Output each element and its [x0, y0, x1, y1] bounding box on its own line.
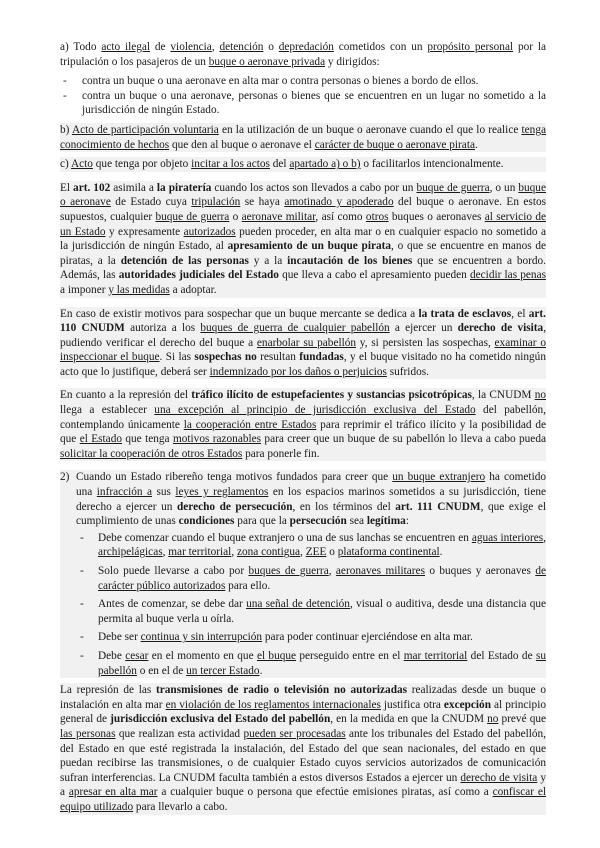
text: de Estado cuya	[110, 196, 192, 209]
text: El	[60, 181, 74, 194]
underlined-text: amotinado y apoderado	[284, 196, 394, 209]
underlined-text: plataforma continental	[337, 546, 440, 559]
text: que realizan esta actividad	[115, 727, 244, 740]
bold-text: transmisiones de radio o televisión no autorizadas	[155, 684, 408, 697]
list-item	[76, 649, 546, 678]
text: o	[229, 210, 242, 223]
underlined-text: al servicio de un Estado	[60, 210, 546, 238]
text: pueden proceder, en alta mar o en cualquier espacio no sometido a la jurisdicción de ningún Estado, al	[60, 225, 546, 253]
text: . Si las	[159, 351, 195, 364]
underlined-text: el buque	[256, 649, 297, 662]
bold-text: detención de las personas	[120, 254, 249, 267]
text: Debe ser	[98, 631, 141, 644]
text: sufridos.	[386, 365, 429, 378]
bold-text: persecución	[289, 515, 347, 528]
item-b-band	[60, 123, 546, 152]
underlined-text: examinar o inspeccionar el buque	[60, 336, 546, 364]
text: Debe comenzar cuando el buque extranjero o una de sus lanchas se encuentren en	[98, 531, 472, 544]
text: Debe	[98, 649, 126, 662]
underlined-text: carácter de buque o aeronave pirata	[314, 138, 475, 151]
text: resultan	[256, 351, 300, 364]
bold-text: jurisdicción exclusiva del Estado del pabellón	[110, 713, 331, 726]
underlined-text: un tercer Estado	[186, 664, 260, 677]
text: cometidos con un	[333, 41, 428, 53]
underlined-text: un buque extranjero	[392, 471, 486, 484]
underlined-text: aguas interiores	[471, 531, 544, 544]
text: o buques y aeronaves	[424, 565, 536, 577]
underlined-text: autorizados	[183, 225, 236, 238]
item-a	[60, 40, 546, 69]
underlined-text: buques de guerra	[248, 565, 329, 577]
text: c)	[60, 158, 71, 171]
document-page	[60, 40, 546, 820]
underlined-text: apartado a) o b)	[289, 158, 361, 171]
bold-text: art. 110 CNUDM	[60, 307, 546, 335]
text: , la CNUDM	[471, 389, 535, 402]
para-art-102	[60, 181, 546, 298]
underlined-text: decidir las penas	[470, 269, 546, 282]
underlined-text: propósito personal	[427, 41, 514, 53]
list-item	[76, 630, 546, 645]
text: Cuando un Estado ribereño tenga motivos fundados para creer que	[76, 471, 393, 484]
bold-text: legítima	[366, 515, 406, 528]
text: cuando los actos son llevados a cabo por un	[211, 181, 417, 194]
underlined-text: violencia	[170, 41, 212, 53]
underlined-text: depredación	[278, 41, 334, 53]
text: Antes de comenzar, se debe dar	[98, 598, 247, 611]
list-item	[76, 564, 546, 593]
underlined-text: buque o aeronave	[60, 181, 546, 209]
text: ,	[211, 41, 220, 53]
item-c-band	[60, 157, 546, 172]
underlined-text: la cooperación entre Estados	[183, 418, 317, 431]
text: ha cometido una	[76, 471, 547, 499]
bold-text: la piratería	[156, 181, 212, 194]
text: .	[474, 138, 478, 151]
text: sus	[152, 486, 176, 499]
list-item	[76, 597, 546, 626]
text: para creer que un buque de su pabellón lo lleva a cabo pueda	[261, 433, 546, 446]
text: para reprimir el tráfico ilícito y la posibilidad de que	[60, 418, 547, 446]
underlined-text: confiscar el equipo utilizado	[60, 786, 547, 813]
text: buques o aeronaves	[388, 210, 485, 223]
underlined-text: en violación de los reglamentos internacionales	[165, 698, 381, 711]
item-a-bullet-list	[60, 74, 546, 118]
text: autoriza a los	[124, 322, 201, 335]
underlined-text: ZEE	[305, 546, 327, 559]
text: para ello.	[225, 579, 271, 592]
bold-text: derecho de persecución	[176, 500, 293, 513]
bold-text: art. 102	[73, 181, 111, 194]
underlined-text: de carácter público autorizados	[98, 565, 546, 592]
underlined-text: tenga conocimiento de hechos	[60, 123, 546, 151]
para-radio-band	[60, 683, 546, 814]
text: , pudiendo verificar el derecho del buque a	[60, 322, 547, 349]
text: y dirigidos:	[325, 55, 380, 68]
text: del Estado de	[467, 649, 536, 662]
text: En caso de existir motivos para sospechar que un buque mercante se dedica a	[60, 307, 419, 320]
bold-text: fundadas	[299, 351, 344, 364]
bold-text: la trata de esclavos	[418, 307, 512, 320]
underlined-text: solicitar la cooperación de otros Estados	[60, 447, 243, 460]
item-c	[60, 157, 546, 172]
text: justifica otra	[380, 698, 444, 711]
text: ,	[328, 565, 336, 577]
underlined-text: una señal de detención	[246, 598, 350, 611]
underlined-text: leyes y reglamentos	[175, 486, 269, 499]
underlined-text: aeronaves militares	[335, 565, 425, 577]
underlined-text: incitar a los actos	[191, 158, 270, 171]
underlined-text: y las medidas	[108, 283, 170, 296]
text: :	[405, 515, 409, 528]
text: para que la	[234, 515, 290, 528]
text: , el	[511, 307, 529, 320]
text: b)	[60, 123, 72, 136]
text: de	[150, 41, 171, 53]
bold-text: sospechas no	[194, 351, 257, 364]
text: y expresamente	[105, 225, 184, 238]
underlined-text: continua y sin interrupción	[140, 631, 263, 644]
text: a cualquier buque o persona que efectúe emisiones piratas, así como a	[157, 786, 493, 799]
text: perseguido entre en el	[296, 649, 404, 662]
para-trafico	[60, 388, 546, 461]
underlined-text: no	[534, 389, 546, 402]
text: llega a establecer	[60, 404, 155, 417]
underlined-text: no	[487, 713, 499, 726]
text: a ejercer un	[389, 322, 458, 335]
text: realizadas desde un buque o instalación en alta mar	[60, 684, 546, 711]
text: , que exige el cumplimiento de unas	[76, 500, 546, 528]
underlined-text: tripulación	[191, 196, 241, 209]
underlined-text: aeronave militar	[241, 210, 316, 223]
text: , y el buque visitado no ha cometido ningún acto que lo justifique, deberá ser	[60, 351, 546, 378]
text: que lleva a cabo el apresamiento pueden	[278, 269, 470, 282]
text: que tenga	[122, 433, 173, 446]
underlined-text: apresar en alta mar	[68, 786, 158, 799]
underlined-text: detención	[219, 41, 264, 53]
bold-text: tráfico ilícito de estupefacientes y sustancias psicotrópicas	[191, 389, 472, 402]
underlined-text: buque o aeronave privada	[208, 55, 326, 68]
underlined-text: el Estado	[79, 433, 122, 446]
text: por la tripulación o los pasajeros de un	[60, 41, 547, 68]
text: del pabellón, contemplando únicamente	[60, 404, 546, 431]
list-item: - contra un buque o una aeronave en alta mar o contra personas o bienes a bordo de ellos.	[60, 74, 546, 89]
text: en la utilización de un buque o aeronave cuando el que lo realice	[218, 123, 522, 136]
underlined-text: pueden ser procesadas	[243, 727, 346, 740]
text: para poder continuar ejerciéndose en alta mar.	[262, 631, 473, 644]
underlined-text: cesar	[125, 649, 149, 662]
underlined-text: buque de guerra	[155, 210, 230, 223]
underlined-text: su pabellón	[98, 649, 546, 677]
text: sea	[346, 515, 367, 528]
text: o	[263, 41, 279, 53]
bold-text: art. 111 CNUDM	[395, 500, 481, 513]
underlined-text: una excepción al principio de jurisdicción exclusiva del Estado	[154, 404, 476, 417]
text: a adoptar.	[169, 283, 217, 296]
underlined-text: otros	[365, 210, 389, 223]
text: En cuanto a la represión del	[60, 389, 192, 402]
text: ,	[543, 531, 546, 544]
underlined-text: motivos razonables	[172, 433, 262, 446]
text: .	[259, 664, 263, 677]
text: , así como	[315, 210, 366, 223]
underlined-text: enarbolar su pabellón	[256, 336, 357, 349]
bold-text: derecho de visita	[457, 322, 544, 335]
text: que se encuentren a bordo. Además, las	[60, 254, 547, 282]
underlined-text: mar territorial	[403, 649, 468, 662]
text: para llevarlo a cabo.	[133, 800, 228, 813]
text: o en el de	[136, 664, 187, 677]
text: La represión de las	[60, 684, 156, 697]
text: se haya	[240, 196, 285, 209]
para-trafico-band	[60, 388, 546, 461]
text: y, si persisten las sospechas,	[356, 336, 495, 349]
underlined-text: mar territorial	[168, 546, 232, 559]
text: , visual o auditiva, desde una distancia que permita al buque verla u oírla.	[98, 598, 547, 625]
text: , en los términos del	[292, 500, 396, 513]
text: en el momento en que	[148, 649, 257, 662]
conditions-list	[76, 531, 546, 678]
text: del	[269, 158, 290, 171]
underlined-text: derecho de visita	[460, 771, 538, 784]
text: y a	[60, 771, 546, 799]
underlined-text: buque de guerra	[416, 181, 490, 194]
underlined-text: indemnizado por los daños o perjuicios	[209, 365, 387, 378]
text: ante los tribunales del Estado del pabellón, del Estado en que esté registrada la instalación, del Estado del que sean nacionales, del estado en que puedan recibirse las transmisiones, o de cualquier Estado cuyos servicios autorizados de comunicación sufran interferencias. La CNUDM faculta también a estos diversos Estados a ejercer un	[60, 727, 547, 784]
text: en los espacios marinos sometidos a su jurisdicción, tiene derecho a ejercer un	[76, 486, 546, 513]
underlined-text: infracción a	[96, 486, 153, 499]
para-art-110-band	[60, 307, 546, 380]
text: o	[326, 546, 338, 559]
list-item	[76, 531, 546, 560]
text: .	[439, 546, 443, 559]
text: , o un	[489, 181, 519, 194]
list-item: - contra un buque o una aeronave, personas o bienes que se encuentren en un lugar no sometido a la jurisdicción de ningún Estado.	[60, 89, 546, 118]
text: a imponer	[60, 283, 109, 296]
para-art-102-band	[60, 181, 546, 298]
underlined-text: buques de guerra de cualquier pabellón	[200, 322, 390, 335]
text: al principio general de	[60, 698, 546, 726]
para-art-110	[60, 307, 546, 380]
text: a) Todo	[60, 41, 102, 53]
text: asimila a	[110, 181, 157, 194]
text: ,	[162, 546, 169, 559]
underlined-text: archipelágicas	[98, 546, 163, 559]
text: que tenga por objeto	[92, 158, 192, 171]
underlined-text: zona contigua	[236, 546, 301, 559]
text: , en la medida en que la CNUDM	[330, 713, 488, 726]
text: o facilitarlos intencionalmente.	[360, 158, 504, 171]
item-b	[60, 123, 546, 152]
item-2-band	[60, 470, 546, 678]
text: que den al buque o aeronave el	[169, 138, 315, 151]
text: prevé que	[498, 713, 547, 726]
item-2	[60, 470, 546, 678]
text: ,	[231, 546, 237, 559]
bold-text: condiciones	[178, 515, 235, 528]
bold-text: excepción	[443, 698, 491, 711]
item-number: 2)	[60, 471, 70, 484]
underlined-text: acto ilegal	[101, 41, 151, 53]
bold-text: autoridades judiciales del Estado	[118, 269, 279, 282]
text: , o que se encuentre en manos de piratas, a la	[60, 240, 547, 267]
text: para ponerle fin.	[242, 447, 320, 460]
text: Solo puede llevarse a cabo por	[98, 565, 249, 577]
underlined-text: Acto	[70, 158, 93, 171]
text: y a la	[248, 254, 288, 267]
underlined-text: las personas	[60, 727, 116, 740]
bold-text: apresamiento de un buque pirata	[227, 240, 392, 253]
underlined-text: Acto de participación voluntaria	[71, 123, 219, 136]
item-2-text	[76, 470, 546, 528]
bold-text: incautación de los bienes	[287, 254, 413, 267]
text: ,	[300, 546, 306, 559]
para-radio	[60, 683, 546, 814]
text: del buque o aeronave. En estos supuestos, cualquier	[60, 196, 547, 223]
